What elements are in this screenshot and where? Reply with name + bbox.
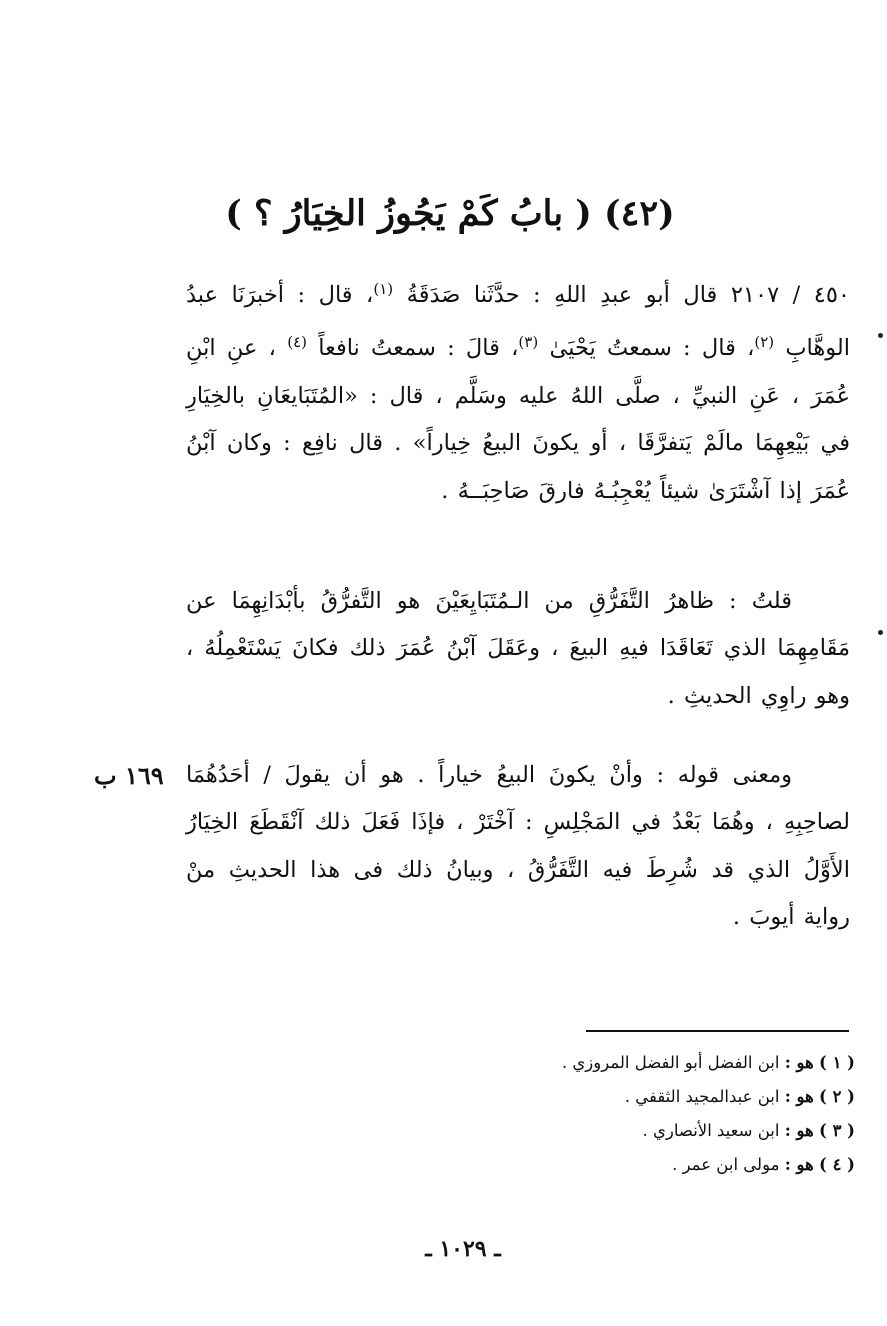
- footnote-prefix: هو :: [784, 1121, 814, 1140]
- footnote-text: ابن الفضل أبو الفضل المروزي .: [561, 1053, 780, 1072]
- footnote-prefix: هو :: [784, 1155, 814, 1174]
- footnote-item: [400, 1046, 855, 1080]
- commentary-paragraph: [186, 578, 850, 720]
- commentary-text-2: ومعنى قوله : وأنْ يكونَ البيعُ خياراً . هو أن يقولَ / أحَدُهُمَا لصاحِبِهِ ، وهُمَا بَعْدُ في المَجْلِسِ : آخْتَرْ ، فإذَا فَعَلَ ذلك آنْقَطَعَ الخِيَارُ الأَوَّلُ الذي قد شُرِطَ فيه التَّفَرُّقُ ، وبيانُ ذلك فى هذا الحديثِ منْ رواية أيوبَ .: [186, 762, 850, 931]
- footnote-prefix: هو :: [784, 1087, 814, 1106]
- footnote-ref-3: (٣): [518, 333, 539, 352]
- margin-marker: [878, 333, 883, 338]
- footnote-ref-2: (٢): [754, 333, 775, 352]
- page-number: ـ ١٠٢٩ ـ: [425, 1236, 501, 1262]
- hadith-text-part-4: ، قالَ : سمعتُ نافعاً: [318, 335, 519, 362]
- footnote-divider: [586, 1030, 849, 1032]
- chapter-title: (٤٢) ( بابُ كَمْ يَجُوزُ الخِيَارُ ؟ ): [225, 193, 675, 234]
- footnote-item: [400, 1080, 855, 1114]
- hadith-text-part-1: ٤٥٠ / ٢١٠٧ قال أبو عبدِ اللهِ : حدَّثَنا صَدَقَةُ: [406, 282, 851, 308]
- footnote-ref-1: (١): [373, 280, 394, 298]
- footnote-prefix: هو :: [784, 1053, 814, 1072]
- hadith-text-part-3: ، قال : سمعتُ يَحْيَىٰ: [549, 335, 755, 362]
- footnote-ref-4: (٤): [287, 333, 307, 352]
- footnote-item: [400, 1114, 855, 1148]
- footnote-text: ابن عبدالمجيد الثقفي .: [624, 1087, 780, 1106]
- footnote-number: ( ٤ ): [819, 1155, 855, 1174]
- explanation-paragraph: [186, 752, 850, 942]
- commentary-text-1: قلتُ : ظاهرُ التَّفَرُّقِ من الـمُتَبَايِعَيْنَ هو التَّفرُّقُ بأبْدَانِهِمَا عن مَقَامِهِمَا الذي تَعَاقَدَا فيهِ البيعَ ، وعَقَلَ آبْنُ عُمَرَ ذلك فكانَ يَسْتَعْمِلُهُ ، وهو راوِي الحديثِ .: [186, 588, 850, 709]
- manuscript-folio-reference: ١٦٩ ب: [94, 761, 164, 790]
- footnote-number: ( ١ ): [819, 1053, 855, 1072]
- footnote-item: [400, 1148, 855, 1182]
- footnote-number: ( ٢ ): [819, 1087, 855, 1106]
- footnote-text: ابن سعيد الأنصاري .: [642, 1121, 780, 1140]
- footnote-text: مولى ابن عمر .: [672, 1155, 780, 1174]
- margin-marker: [878, 630, 883, 635]
- footnotes: [400, 1046, 855, 1182]
- hadith-text-part-2: ، قال : أخبرَنَا عبدُ الوهَّابِ: [186, 282, 851, 362]
- hadith-text-part-5: ، عنِ ابْنِ عُمَرَ ، عَنِ النبيِّ ، صلَّى اللهُ عليه وسَلَّم ، قال : «المُتَبَايعَانِ بالخِيَارِ في بَيْعِهِمَا مالَمْ يَتفرَّقَا ، أو يكونَ البيعُ خِياراً» . قال نافِع : وكان آبْنُ عُمَرَ إذا آشْتَرَىٰ شيئاً يُعْجِبُـهُ فارقَ صَاحِبَــهُ .: [186, 335, 850, 504]
- footnote-number: ( ٣ ): [819, 1121, 855, 1140]
- hadith-paragraph: [186, 266, 850, 515]
